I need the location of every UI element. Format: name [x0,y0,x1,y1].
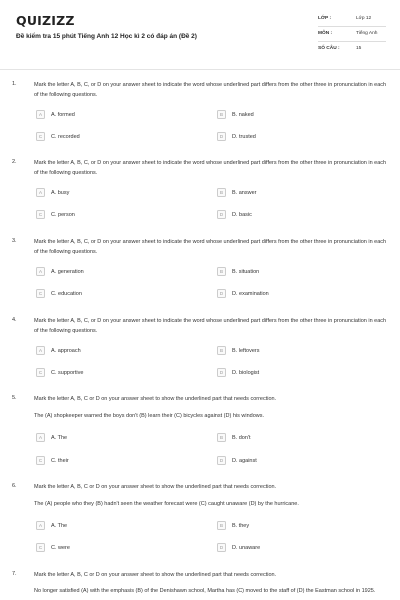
question-sentence: No longer satisfied (A) with the emphasis (B) of the Denishawn school, Martha has (C) moved to the staff of (D) the Eastman school in 1925. [34,588,376,594]
option-letter-d: D [217,543,226,552]
option-letter-c: C [36,456,45,465]
option-letter-b: B [217,188,226,197]
option-text: D. trusted [232,133,256,140]
option-letter-b: B [217,433,226,442]
option-text: C. education [51,290,82,297]
meta-question-count-label: SỐ CÂU : [318,46,340,51]
option-letter-c: C [36,543,45,552]
option-letter-b: B [217,346,226,355]
option-text: A. generation [51,268,84,275]
option-letter-c: C [36,289,45,298]
option-letter-a: A [36,521,45,530]
question-instruction: Mark the letter A, B, C, or D on your answer sheet to indicate the word whose underlined part differs from the other three in pronunciation in each of the following questions. [34,82,387,98]
meta-subject [318,27,386,42]
option-letter-c: C [36,132,45,141]
meta-grade-label: LỚP : [318,16,332,21]
meta-question-count-value: 15 [356,46,362,51]
option-text: C. supportive [51,369,84,376]
question-number: 5. [12,395,17,401]
option-text: A. approach [51,347,81,354]
question-instruction: Mark the letter A, B, C, or D on your answer sheet to indicate the word whose underlined part differs from the other three in pronunciation in each of the following questions. [34,160,387,176]
question-instruction: Mark the letter A, B, C or D on your answer sheet to show the underlined part that needs correction. [34,572,277,578]
question-number: 1. [12,81,17,87]
option-letter-d: D [217,132,226,141]
option-letter-b: B [217,521,226,530]
option-text: D. basic [232,211,252,218]
option-letter-c: C [36,368,45,377]
option-letter-d: D [217,210,226,219]
option-text: A. The [51,434,68,441]
option-letter-a: A [36,267,45,276]
option-text: D. biologist [232,369,260,376]
quizizz-logo: QUIZIZZ [16,13,75,28]
option-text: C. recorded [51,133,80,140]
option-letter-b: B [217,110,226,119]
option-text: C. their [51,457,69,464]
worksheet-meta [318,12,386,57]
option-letter-d: D [217,456,226,465]
option-letter-a: A [36,346,45,355]
option-text: D. unaware [232,544,261,551]
question-number: 4. [12,317,17,323]
question-number: 7. [12,571,17,577]
option-letter-c: C [36,210,45,219]
option-text: C. were [51,544,70,551]
option-text: D. examination [232,290,269,297]
header-divider [0,69,400,70]
question-number: 2. [12,159,17,165]
option-text: A. formed [51,111,75,118]
question-number: 3. [12,238,17,244]
worksheet-title: Đề kiểm tra 15 phút Tiếng Anh 12 Học kì 2 có đáp án (Đề 2) [16,33,197,40]
option-text: D. against [232,457,257,464]
option-text: B. they [232,522,250,529]
meta-grade [318,12,386,27]
meta-question-count [318,42,386,57]
question-instruction: Mark the letter A, B, C or D on your answer sheet to show the underlined part that needs correction. [34,484,277,490]
question-instruction: Mark the letter A, B, C or D on your answer sheet to show the underlined part that needs correction. [34,396,277,402]
option-text: B. don't [232,434,251,441]
question-sentence: The (A) people who they (B) hadn't seen the weather forecast were (C) caught unaware (D) by the hurricane. [34,501,299,507]
option-letter-a: A [36,433,45,442]
option-letter-a: A [36,188,45,197]
option-letter-d: D [217,368,226,377]
question-instruction: Mark the letter A, B, C, or D on your answer sheet to indicate the word whose underlined part differs from the other three in pronunciation in each of the following questions. [34,318,387,334]
option-text: A. The [51,522,68,529]
option-letter-a: A [36,110,45,119]
option-text: B. answer [232,189,257,196]
option-text: B. leftovers [232,347,260,354]
option-text: A. busy [51,189,70,196]
option-letter-d: D [217,289,226,298]
question-number: 6. [12,483,17,489]
option-text: B. situation [232,268,260,275]
meta-grade-value: Lớp 12 [356,16,372,21]
meta-subject-value: Tiếng Anh [356,31,378,36]
worksheet-header [0,0,400,70]
question-sentence: The (A) shopkeeper warned the boys don't (B) learn their (C) bicycles against (D) his windows. [34,413,265,419]
option-letter-b: B [217,267,226,276]
option-text: C. person [51,211,75,218]
meta-subject-label: MÔN : [318,31,333,36]
option-text: B. naked [232,111,254,118]
question-instruction: Mark the letter A, B, C, or D on your answer sheet to indicate the word whose underlined part differs from the other three in pronunciation in each of the following questions. [34,239,387,255]
